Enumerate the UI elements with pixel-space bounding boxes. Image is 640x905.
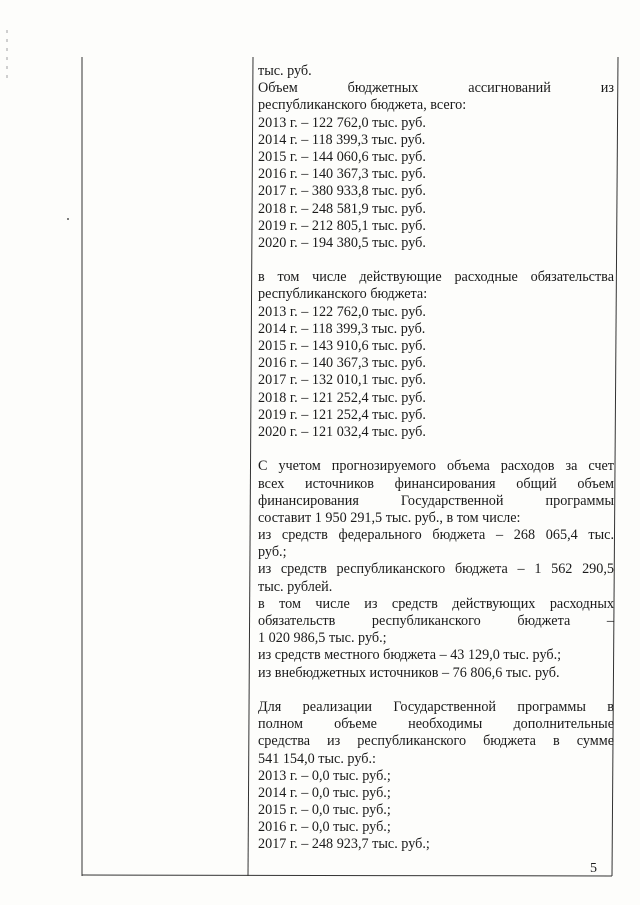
text-line: 2013 г. – 122 762,0 тыс. руб. bbox=[258, 114, 426, 131]
text-line: тыс. рублей. bbox=[258, 578, 333, 595]
text-line: Объем бюджетных ассигнований из bbox=[258, 80, 614, 97]
text-line: средства из республиканского бюджета в сумме bbox=[258, 733, 614, 750]
text-line: 2015 г. – 144 060,6 тыс. руб. bbox=[258, 148, 426, 165]
text-line: 2018 г. – 121 252,4 тыс. руб. bbox=[258, 389, 426, 406]
text-line: финансирования Государственной программы bbox=[258, 492, 614, 509]
text-line: 2016 г. – 0,0 тыс. руб.; bbox=[258, 819, 391, 836]
text-line: республиканского бюджета: bbox=[258, 286, 428, 303]
text-line: 2014 г. – 118 399,3 тыс. руб. bbox=[258, 320, 426, 337]
text-line: 2017 г. – 248 923,7 тыс. руб.; bbox=[258, 836, 430, 853]
text-line: 2019 г. – 212 805,1 тыс. руб. bbox=[258, 217, 426, 234]
text-line: всех источников финансирования общий объем bbox=[258, 475, 614, 492]
table-cell-right bbox=[258, 63, 614, 854]
text-line: республиканского бюджета, всего: bbox=[258, 97, 467, 114]
text-line: 2013 г. – 0,0 тыс. руб.; bbox=[258, 767, 391, 784]
text-line: 2020 г. – 121 032,4 тыс. руб. bbox=[258, 423, 426, 440]
text-line: составит 1 950 291,5 тыс. руб., в том числе: bbox=[258, 509, 521, 526]
text-line: С учетом прогнозируемого объема расходов за счет bbox=[258, 458, 614, 475]
page-number: 5 bbox=[590, 861, 597, 876]
text-line: 541 154,0 тыс. руб.: bbox=[258, 750, 376, 767]
text-line: полном объеме необходимы дополнительные bbox=[258, 716, 614, 733]
text-line: 2019 г. – 121 252,4 тыс. руб. bbox=[258, 406, 426, 423]
text-line: 2020 г. – 194 380,5 тыс. руб. bbox=[258, 234, 426, 251]
text-line: в том числе из средств действующих расходных bbox=[258, 595, 614, 612]
text-line: руб.; bbox=[258, 544, 287, 561]
text-line: из внебюджетных источников – 76 806,6 тыс. руб. bbox=[258, 664, 560, 681]
text-line: 2015 г. – 0,0 тыс. руб.; bbox=[258, 802, 391, 819]
text-line: из средств федерального бюджета – 268 065,4 тыс. bbox=[258, 527, 614, 544]
table-cell-left bbox=[83, 57, 251, 875]
text-line: в том числе действующие расходные обязательства bbox=[258, 269, 614, 286]
text-line: 1 020 986,5 тыс. руб.; bbox=[258, 630, 387, 647]
text-line: из средств местного бюджета – 43 129,0 тыс. руб.; bbox=[258, 647, 562, 664]
text-line: 2015 г. – 143 910,6 тыс. руб. bbox=[258, 338, 426, 354]
text-line: 2016 г. – 140 367,3 тыс. руб. bbox=[258, 166, 426, 183]
text-line: 2018 г. – 248 581,9 тыс. руб. bbox=[258, 200, 426, 217]
text-line: 2017 г. – 132 010,1 тыс. руб. bbox=[258, 372, 426, 389]
text-line: 2014 г. – 0,0 тыс. руб.; bbox=[258, 784, 391, 801]
table-bottom-border bbox=[82, 875, 612, 876]
text-line: 2017 г. – 380 933,8 тыс. руб. bbox=[258, 183, 426, 200]
text-line: 2013 г. – 122 762,0 тыс. руб. bbox=[258, 303, 426, 320]
text-line: тыс. руб. bbox=[258, 63, 312, 79]
text-line: из средств республиканского бюджета – 1 562 290,5 bbox=[258, 561, 614, 578]
text-line: обязательств республиканского бюджета – bbox=[258, 613, 614, 629]
text-line: 2016 г. – 140 367,3 тыс. руб. bbox=[258, 355, 426, 372]
text-line: Для реализации Государственной программы в bbox=[258, 698, 614, 715]
text-line: 2014 г. – 118 399,3 тыс. руб. bbox=[258, 131, 426, 148]
